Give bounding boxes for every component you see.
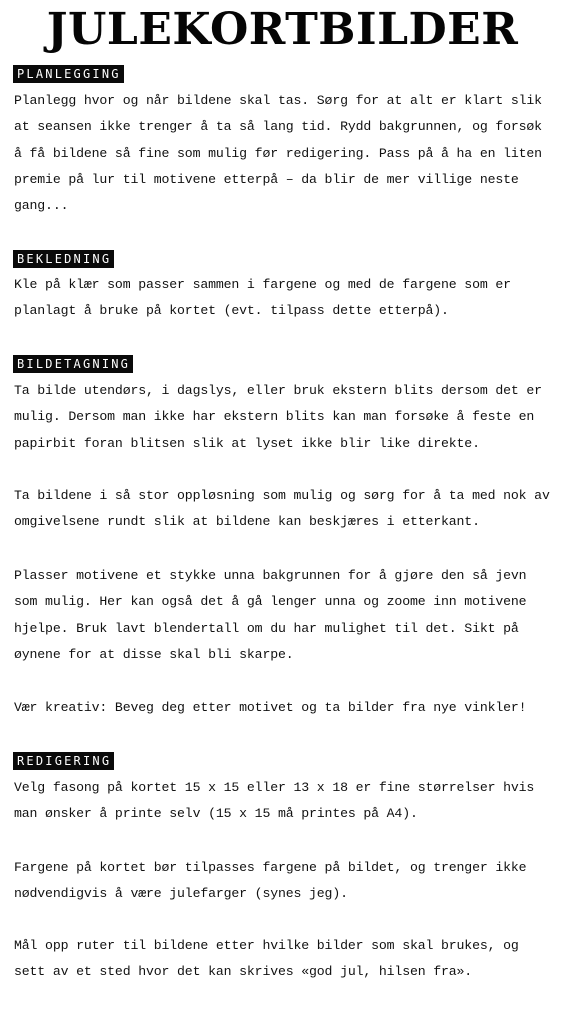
section-label-planlegging: PLANLEGGING xyxy=(13,65,124,83)
section-paragraph: Planlegg hvor og når bildene skal tas. Sørg for at alt er klart slik at seansen ikke trenger å ta så lang tid. Rydd bakgrunnen, og forsøk å få bildene så fine som mulig før redigering. Pass på å ha en liten premie på lur til motivene etterpå – da blir de mer villige neste gang... xyxy=(14,93,542,214)
section-paragraph: Velg fasong på kortet 15 x 15 eller 13 x 18 er fine størrelser hvis man ønsker å printe selv (15 x 15 må printes på A4). xyxy=(14,780,535,822)
section-paragraph: Ta bilde utendørs, i dagslys, eller bruk ekstern blits dersom det er mulig. Dersom man ikke har ekstern blits kan man forsøke å feste en papirbit foran blitsen slik at lyset ikke blir like direkte. xyxy=(14,383,542,451)
section-paragraph: Mål opp ruter til bildene etter hvilke bilder som skal brukes, og sett av et sted hvor det kan skrives «god jul, hilsen fra». xyxy=(14,938,519,980)
page-title: JULEKORTBILDER xyxy=(46,4,519,55)
section-paragraph: Vær kreativ: Beveg deg etter motivet og ta bilder fra nye vinkler! xyxy=(14,700,527,715)
section-paragraph: Ta bildene i så stor oppløsning som mulig og sørg for å ta med nok av omgivelsene rundt slik at bildene kan beskjæres i etterkant. xyxy=(14,488,550,530)
section-label-redigering: REDIGERING xyxy=(13,752,114,770)
section-paragraph: Kle på klær som passer sammen i fargene og med de fargene som er planlagt å bruke på kortet (evt. tilpass dette etterpå). xyxy=(14,277,511,319)
section-paragraph: Fargene på kortet bør tilpasses fargene på bildet, og trenger ikke nødvendigvis å være julefarger (synes jeg). xyxy=(14,860,527,902)
section-paragraph: Plasser motivene et stykke unna bakgrunnen for å gjøre den så jevn som mulig. Her kan også det å gå lenger unna og zoome inn motivene hjelpe. Bruk lavt blendertall om du har mulighet til det. Sikt på øynene for at disse skal bli skarpe. xyxy=(14,568,527,662)
section-label-bekledning: BEKLEDNING xyxy=(13,250,114,268)
section-label-bildetagning: BILDETAGNING xyxy=(13,355,133,373)
